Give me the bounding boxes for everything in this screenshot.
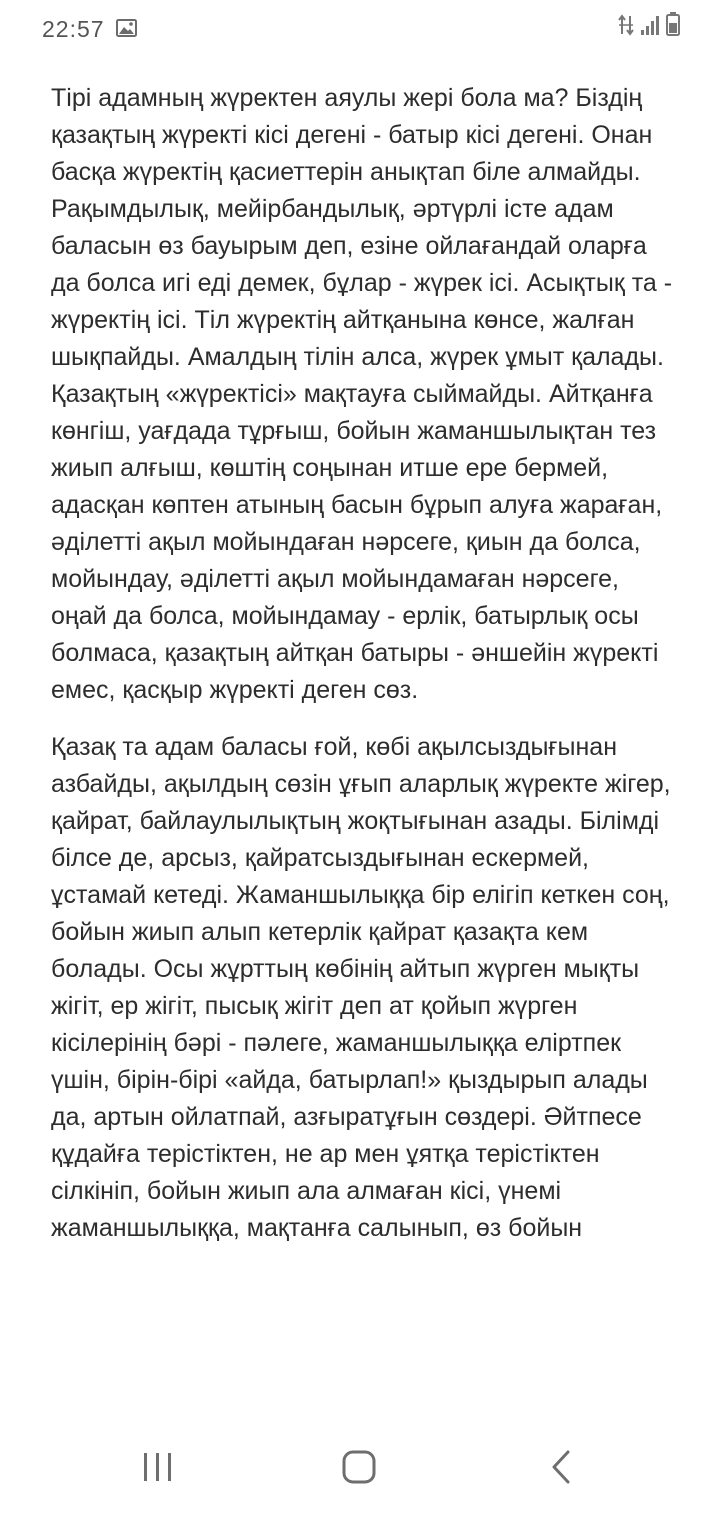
paragraph-1: Тірі адамның жүректен аяулы жері бола ма? Біздің қазақтың жүректі кісі дегені - батыр кісі дегені. Онан басқа жүректің қасиеттерін анықтап біле алмайды. Рақымдылық, мейірбандылық, әртүрлі істе адам баласын өз бауырым деп, езіне ойлағандай оларға да болса игі еді демек, бұлар - жүрек ісі. Асықтық та - жүректің ісі. Тіл жүректің айтқанына көнсе, жалған шықпайды. Амалдың тілін алса, жүрек ұмыт қалады. Қазақтың «жүректісі» мақтауға сыймайды. Айтқанға көнгіш, уағдада тұрғыш, бойын жаманшылықтан тез жиып алғыш, көштің соңынан итше ере бермей, адасқан көптен атының басын бұрып алуға жараған, әділетті ақыл мойындаған нәрсеге, қиын да болса, мойындау, әділетті ақыл мойындамаған нәрсеге, оңай да болса, мойындамау - ерлік, батырлық осы болмаса, қазақтың айтқан батыры - әншейін жүректі емес, қасқыр жүректі деген сөз. bbox=[51, 84, 673, 704]
paragraph-2: Қазақ та адам баласы ғой, көбі ақылсыздығынан азбайды, ақылдың сөзін ұғып аларлық жүректе жігер, қайрат, байлаулылықтың жоқтығынан азады. Білімді білсе де, арсыз, қайратсыздығынан ескермей, ұстамай кетеді. Жаманшылыққа бір елігіп кеткен соң, бойын жиып алып кетерлік қайрат қазақта кем болады. Осы жұрттың көбінің айтып жүрген мықты жігіт, ер жігіт, пысық жігіт деп ат қойып жүрген кісілерінің бәрі - пәлеге, жаманшылыққа еліртпек үшін, бірін-бірі «айда, батырлап!» қыздырып алады да, артын ойлатпай, азғыратұғын сөздері. Әйтпесе құдайға терістіктен, не ар мен ұятқа терістіктен сілкініп, бойын жиып ала алмаған кісі, үнемі жаманшылыққа, мақтанға салынып, өз бойын bbox=[51, 733, 671, 1242]
back-button[interactable] bbox=[531, 1444, 591, 1494]
home-icon bbox=[341, 1449, 377, 1490]
recents-icon bbox=[142, 1452, 174, 1487]
status-time: 22:57 bbox=[42, 16, 105, 42]
battery-icon bbox=[666, 12, 680, 41]
signal-icon bbox=[640, 14, 660, 41]
status-bar bbox=[0, 0, 720, 62]
data-arrows-icon bbox=[618, 14, 634, 41]
recents-button[interactable] bbox=[128, 1444, 188, 1494]
gallery-icon bbox=[116, 19, 137, 37]
home-button[interactable] bbox=[329, 1444, 389, 1494]
navigation-bar bbox=[0, 1420, 720, 1520]
status-icons bbox=[618, 17, 680, 41]
back-icon bbox=[550, 1450, 572, 1489]
article-body bbox=[51, 80, 676, 1425]
